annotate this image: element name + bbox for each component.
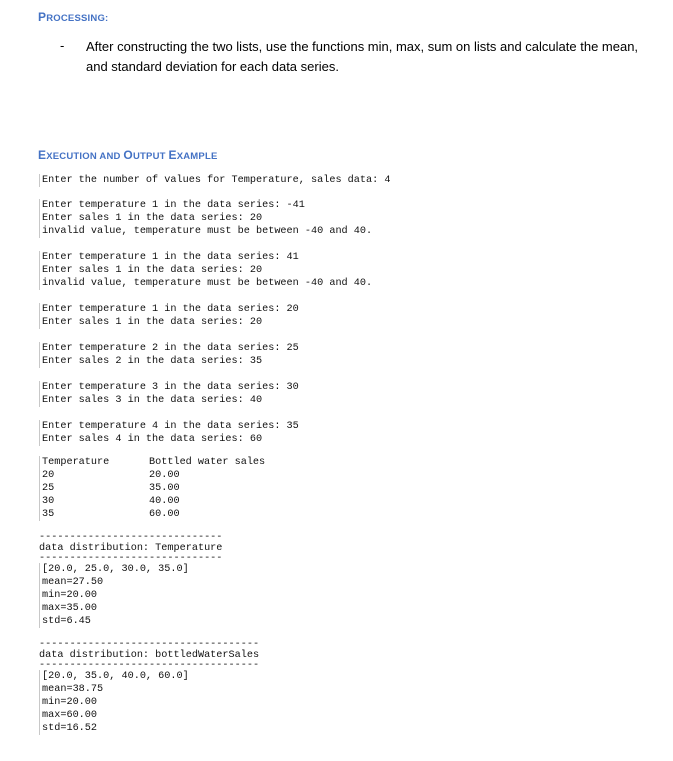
- console-line: Enter temperature 1 in the data series: 41: [42, 252, 299, 263]
- console-line: Enter sales 2 in the data series: 35: [42, 356, 263, 367]
- temperature-cell: 25: [42, 483, 55, 494]
- execution-heading-e2: E: [168, 148, 177, 162]
- distribution-title: data distribution: Temperature: [39, 543, 223, 554]
- temperature-cell: 30: [42, 496, 55, 507]
- mean-value: mean=27.50: [42, 577, 104, 588]
- std-value: std=6.45: [42, 616, 91, 627]
- execution-heading-utput: UTPUT: [132, 151, 169, 162]
- rule-line: ------------------------------------: [39, 639, 260, 650]
- processing-instruction: After constructing the two lists, use the functions min, max, sum on lists and calculate the mean, and standard deviation for each data series.: [86, 39, 639, 74]
- execution-heading: [38, 146, 218, 164]
- console-entry-2: [39, 342, 299, 368]
- console-attempt-2: [39, 251, 372, 290]
- console-line: Enter sales 1 in the data series: 20: [42, 213, 263, 224]
- bullet-dash: -: [60, 38, 65, 53]
- rule-line: ------------------------------: [39, 532, 223, 543]
- console-entry-4: [39, 420, 299, 446]
- processing-heading-initial: P: [38, 10, 47, 24]
- console-line: Enter sales 1 in the data series: 20: [42, 317, 263, 328]
- execution-heading-e: E: [38, 148, 47, 162]
- console-line: Enter sales 1 in the data series: 20: [42, 265, 263, 276]
- sales-cell: 20.00: [149, 470, 180, 481]
- temperature-distribution: [39, 534, 222, 628]
- console-line: Enter temperature 2 in the data series: 25: [42, 343, 299, 354]
- std-value: std=16.52: [42, 723, 98, 734]
- console-count-prompt: [39, 174, 390, 187]
- max-value: max=60.00: [42, 710, 98, 721]
- distribution-title: data distribution: bottledWaterSales: [39, 650, 260, 661]
- processing-heading-rest: ROCESSING:: [46, 13, 109, 24]
- temperature-stats: [39, 563, 222, 628]
- min-value: min=20.00: [42, 590, 98, 601]
- series-list: [20.0, 25.0, 30.0, 35.0]: [42, 564, 189, 575]
- max-value: max=35.00: [42, 603, 98, 614]
- temperature-cell: 35: [42, 509, 55, 520]
- sales-column: [149, 456, 265, 521]
- processing-heading: [38, 8, 108, 26]
- temperature-header: Temperature: [42, 457, 110, 468]
- console-entry-1: [39, 303, 299, 329]
- sales-cell: 35.00: [149, 483, 180, 494]
- sales-stats: [39, 670, 259, 735]
- min-value: min=20.00: [42, 697, 98, 708]
- series-list: [20.0, 35.0, 40.0, 60.0]: [42, 671, 189, 682]
- console-line: Enter temperature 1 in the data series: -41: [42, 200, 305, 211]
- temperature-cell: 20: [42, 470, 55, 481]
- sales-cell: 40.00: [149, 496, 180, 507]
- execution-heading-xample: XAMPLE: [176, 151, 218, 162]
- console-line: Enter sales 4 in the data series: 60: [42, 434, 263, 445]
- execution-heading-o: O: [123, 148, 133, 162]
- execution-heading-xecution: XECUTION AND: [46, 151, 124, 162]
- console-line: invalid value, temperature must be between -40 and 40.: [42, 278, 373, 289]
- console-line: Enter temperature 1 in the data series: 20: [42, 304, 299, 315]
- console-entry-3: [39, 381, 299, 407]
- console-line: Enter the number of values for Temperature, sales data: 4: [42, 175, 391, 186]
- sales-cell: 60.00: [149, 509, 180, 520]
- temperature-column: [39, 456, 109, 521]
- rule-line: ------------------------------------: [39, 660, 260, 671]
- console-line: Enter temperature 3 in the data series: 30: [42, 382, 299, 393]
- mean-value: mean=38.75: [42, 684, 104, 695]
- sales-distribution: [39, 641, 259, 735]
- sales-header: Bottled water sales: [149, 457, 266, 468]
- console-line: Enter sales 3 in the data series: 40: [42, 395, 263, 406]
- console-attempt-1: [39, 199, 372, 238]
- console-line: Enter temperature 4 in the data series: 35: [42, 421, 299, 432]
- rule-line: ------------------------------: [39, 553, 223, 564]
- console-line: invalid value, temperature must be between -40 and 40.: [42, 226, 373, 237]
